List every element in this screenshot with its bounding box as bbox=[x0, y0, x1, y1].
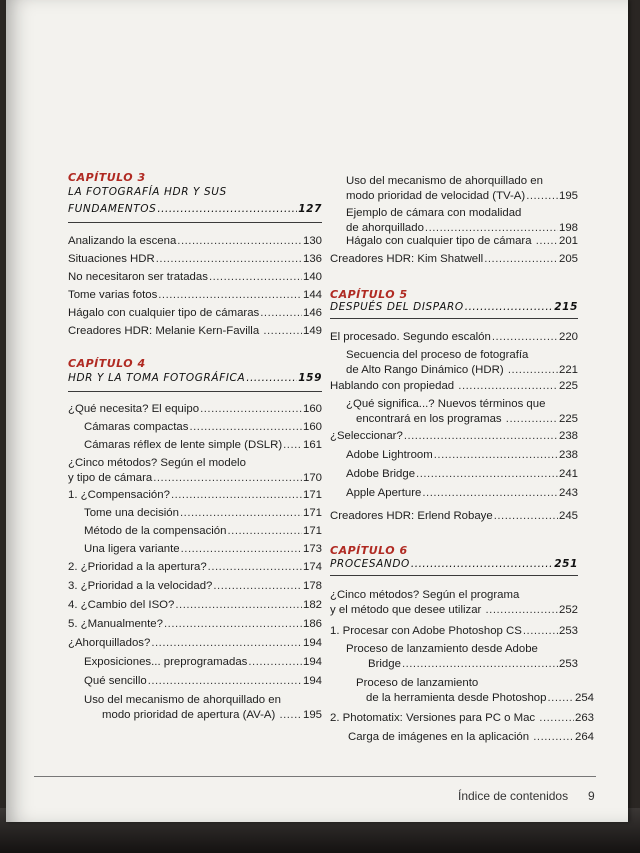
chapter-3-title-line1: LA FOTOGRAFÍA HDR Y SUS bbox=[68, 186, 227, 198]
toc-entry-page: 170 bbox=[302, 472, 322, 484]
toc-entry-text: Apple Aperture bbox=[346, 487, 422, 499]
leader-dots bbox=[213, 579, 302, 594]
toc-entry-page: 171 bbox=[302, 525, 322, 537]
leader-dots bbox=[402, 657, 558, 672]
toc-entry bbox=[68, 288, 322, 303]
leader-dots bbox=[484, 252, 558, 267]
leader-dots bbox=[486, 603, 558, 618]
toc-entry bbox=[68, 488, 322, 503]
leader-dots bbox=[465, 299, 554, 316]
toc-entry-page: 174 bbox=[302, 561, 322, 573]
leader-dots bbox=[422, 486, 558, 501]
toc-entry-text: 1. ¿Compensación? bbox=[68, 489, 170, 501]
leader-dots bbox=[175, 598, 302, 613]
toc-entry-text: de ahorquillado bbox=[346, 222, 424, 234]
toc-entry-page: 220 bbox=[558, 331, 578, 343]
toc-entry bbox=[346, 174, 578, 204]
leader-dots bbox=[156, 252, 302, 267]
toc-entry bbox=[330, 252, 578, 267]
toc-entry-page: 253 bbox=[558, 625, 578, 637]
toc-entry bbox=[346, 467, 578, 482]
toc-entry-text: Hablando con propiedad bbox=[330, 380, 458, 392]
toc-entry bbox=[330, 330, 578, 345]
toc-entry bbox=[346, 348, 578, 378]
leader-dots bbox=[434, 448, 558, 463]
toc-entry bbox=[346, 234, 578, 249]
leader-dots bbox=[157, 201, 297, 218]
toc-entry-page: 205 bbox=[558, 253, 578, 265]
footer-section-label: Índice de contenidos bbox=[458, 789, 569, 803]
toc-entry-page: 160 bbox=[302, 403, 322, 415]
toc-entry-text: Cámaras réflex de lente simple (DSLR) bbox=[84, 439, 283, 451]
toc-entry bbox=[68, 402, 322, 417]
toc-entry bbox=[68, 617, 322, 632]
toc-entry-page: 253 bbox=[558, 658, 578, 670]
toc-entry-page: 146 bbox=[302, 307, 322, 319]
toc-entry bbox=[330, 624, 578, 639]
toc-entry-line1: Proceso de lanzamiento bbox=[356, 677, 479, 689]
toc-entry-line1: ¿Cinco métodos? Según el programa bbox=[330, 589, 520, 601]
leader-dots bbox=[539, 711, 574, 726]
toc-entry-line1: ¿Cinco métodos? Según el modelo bbox=[68, 457, 246, 469]
chapter-5-divider bbox=[330, 318, 578, 319]
toc-entry-text: y el método que desee utilizar bbox=[330, 604, 485, 616]
leader-dots bbox=[248, 655, 302, 670]
toc-entry bbox=[346, 206, 578, 236]
toc-entry-page: 160 bbox=[302, 421, 322, 433]
toc-entry bbox=[330, 429, 578, 444]
toc-entry-page: 225 bbox=[558, 413, 578, 425]
toc-entry-text: Adobe Bridge bbox=[346, 468, 416, 480]
leader-dots bbox=[508, 363, 558, 378]
toc-entry-line1: Uso del mecanismo de ahorquillado en bbox=[84, 694, 281, 706]
toc-entry-line1: Ejemplo de cámara con modalidad bbox=[346, 207, 522, 219]
toc-entry-page: 195 bbox=[302, 709, 322, 721]
toc-entry-page: 161 bbox=[302, 439, 322, 451]
leader-dots bbox=[158, 288, 302, 303]
toc-entry bbox=[330, 711, 594, 726]
leader-dots bbox=[283, 438, 302, 453]
toc-entry-page: 171 bbox=[302, 489, 322, 501]
toc-entry bbox=[346, 642, 578, 672]
toc-entry-page: 198 bbox=[558, 222, 578, 234]
toc-entry-page: 225 bbox=[558, 380, 578, 392]
leader-dots bbox=[279, 708, 302, 723]
leader-dots bbox=[458, 379, 558, 394]
toc-entry-page: 195 bbox=[558, 190, 578, 202]
toc-entry-text: de la herramienta desde Photoshop bbox=[366, 692, 547, 704]
toc-entry bbox=[68, 252, 322, 267]
toc-entry-text: Exposiciones... preprogramadas bbox=[84, 656, 248, 668]
book-page bbox=[6, 0, 628, 822]
toc-entry-page: 263 bbox=[574, 712, 594, 724]
chapter-4-page: 159 bbox=[298, 372, 322, 384]
chapter-3-label: CAPÍTULO 3 bbox=[68, 171, 146, 184]
leader-dots bbox=[171, 488, 302, 503]
toc-entry bbox=[68, 579, 322, 594]
toc-entry-text: 2. ¿Prioridad a la apertura? bbox=[68, 561, 207, 573]
toc-entry-page: 130 bbox=[302, 235, 322, 247]
toc-entry-page: 173 bbox=[302, 543, 322, 555]
toc-entry-page: 238 bbox=[558, 430, 578, 442]
toc-entry-page: 182 bbox=[302, 599, 322, 611]
toc-entry bbox=[348, 730, 594, 745]
leader-dots bbox=[208, 560, 302, 575]
toc-entry bbox=[346, 448, 578, 463]
toc-entry bbox=[84, 438, 322, 453]
leader-dots bbox=[181, 542, 302, 557]
chapter-5-title bbox=[330, 299, 578, 316]
chapter-5-title-text: DESPUÉS DEL DISPARO bbox=[330, 301, 464, 313]
leader-dots bbox=[164, 617, 302, 632]
toc-entry-text: 1. Procesar con Adobe Photoshop CS bbox=[330, 625, 522, 637]
footer-divider bbox=[34, 776, 596, 777]
leader-dots bbox=[533, 730, 574, 745]
leader-dots bbox=[523, 624, 558, 639]
toc-entry-text: Tome una decisión bbox=[84, 507, 179, 519]
leader-dots bbox=[227, 524, 302, 539]
toc-entry bbox=[84, 542, 322, 557]
toc-entry-line1: ¿Qué significa...? Nuevos términos que bbox=[346, 398, 546, 410]
toc-entry-text: Adobe Lightroom bbox=[346, 449, 433, 461]
toc-entry-text: ¿Seleccionar? bbox=[330, 430, 403, 442]
leader-dots bbox=[411, 556, 553, 573]
toc-entry bbox=[68, 270, 322, 285]
chapter-4-title-text: HDR Y LA TOMA FOTOGRÁFICA bbox=[68, 372, 246, 384]
toc-entry bbox=[84, 524, 322, 539]
toc-entry-page: 245 bbox=[558, 510, 578, 522]
leader-dots bbox=[209, 270, 302, 285]
toc-entry bbox=[84, 655, 322, 670]
toc-entry-text: encontrará en los programas bbox=[356, 413, 505, 425]
toc-entry-text: modo prioridad de velocidad (TV-A) bbox=[346, 190, 526, 202]
toc-entry-text: Creadores HDR: Melanie Kern-Favilla bbox=[68, 325, 263, 337]
chapter-4-title bbox=[68, 370, 322, 387]
toc-entry bbox=[346, 486, 578, 501]
chapter-3-page: 127 bbox=[298, 203, 322, 215]
leader-dots bbox=[200, 402, 302, 417]
toc-entry bbox=[84, 420, 322, 435]
leader-dots bbox=[151, 636, 302, 651]
toc-entry-text: 4. ¿Cambio del ISO? bbox=[68, 599, 175, 611]
chapter-6-label: CAPÍTULO 6 bbox=[330, 544, 408, 557]
leader-dots bbox=[263, 324, 302, 339]
toc-entry bbox=[346, 397, 578, 427]
toc-entry-page: 194 bbox=[302, 656, 322, 668]
toc-entry-page: 264 bbox=[574, 731, 594, 743]
toc-entry-text: Una ligera variante bbox=[84, 543, 180, 555]
leader-dots bbox=[189, 420, 302, 435]
toc-entry-line1: Proceso de lanzamiento desde Adobe bbox=[346, 643, 538, 655]
toc-entry bbox=[68, 234, 322, 249]
toc-entry-text: y tipo de cámara bbox=[68, 472, 153, 484]
toc-entry bbox=[68, 456, 322, 486]
leader-dots bbox=[260, 306, 302, 321]
toc-entry-page: 221 bbox=[558, 364, 578, 376]
toc-entry-line1: Uso del mecanismo de ahorquillado en bbox=[346, 175, 543, 187]
toc-entry-page: 238 bbox=[558, 449, 578, 461]
toc-entry bbox=[68, 636, 322, 651]
leader-dots bbox=[153, 471, 302, 486]
toc-entry-text: Bridge bbox=[368, 658, 401, 670]
chapter-6-divider bbox=[330, 575, 578, 576]
toc-entry-text: 2. Photomatix: Versiones para PC o Mac bbox=[330, 712, 539, 724]
page-number: 9 bbox=[588, 789, 595, 803]
toc-entry-text: Analizando la escena bbox=[68, 235, 177, 247]
toc-entry-page: 194 bbox=[302, 637, 322, 649]
toc-entry bbox=[68, 306, 322, 321]
toc-entry-text: Hágalo con cualquier tipo de cámaras bbox=[68, 307, 260, 319]
toc-entry-page: 140 bbox=[302, 271, 322, 283]
toc-entry bbox=[330, 588, 578, 618]
chapter-6-title bbox=[330, 556, 578, 573]
toc-entry-text: de Alto Rango Dinámico (HDR) bbox=[346, 364, 507, 376]
leader-dots bbox=[547, 691, 574, 706]
toc-entry-text: Cámaras compactas bbox=[84, 421, 189, 433]
toc-entry-page: 194 bbox=[302, 675, 322, 687]
toc-entry-page: 171 bbox=[302, 507, 322, 519]
toc-entry-page: 186 bbox=[302, 618, 322, 630]
toc-entry-text: ¿Qué necesita? El equipo bbox=[68, 403, 200, 415]
toc-entry-text: Carga de imágenes en la aplicación bbox=[348, 731, 533, 743]
toc-entry-text: Tome varias fotos bbox=[68, 289, 158, 301]
chapter-5-page: 215 bbox=[554, 301, 578, 313]
toc-entry bbox=[330, 509, 578, 524]
toc-entry-page: 178 bbox=[302, 580, 322, 592]
chapter-6-title-text: PROCESANDO bbox=[330, 558, 410, 570]
leader-dots bbox=[148, 674, 302, 689]
toc-entry-text: modo prioridad de apertura (AV-A) bbox=[102, 709, 279, 721]
chapter-3-divider bbox=[68, 222, 322, 223]
leader-dots bbox=[180, 506, 302, 521]
toc-entry-page: 254 bbox=[574, 692, 594, 704]
toc-entry-text: Qué sencillo bbox=[84, 675, 147, 687]
toc-entry bbox=[68, 598, 322, 613]
toc-entry-text: Situaciones HDR bbox=[68, 253, 155, 265]
toc-entry-text: 5. ¿Manualmente? bbox=[68, 618, 163, 630]
leader-dots bbox=[404, 429, 558, 444]
chapter-6-page: 251 bbox=[554, 558, 578, 570]
toc-entry-text: Creadores HDR: Kim Shatwell bbox=[330, 253, 484, 265]
leader-dots bbox=[506, 412, 558, 427]
toc-entry-text: El procesado. Segundo escalón bbox=[330, 331, 491, 343]
toc-entry-page: 136 bbox=[302, 253, 322, 265]
toc-entry-line1: Secuencia del proceso de fotografía bbox=[346, 349, 529, 361]
toc-entry-text: ¿Ahorquillados? bbox=[68, 637, 151, 649]
toc-entry-text: 3. ¿Prioridad a la velocidad? bbox=[68, 580, 213, 592]
chapter-4-divider bbox=[68, 391, 322, 392]
toc-entry-page: 252 bbox=[558, 604, 578, 616]
toc-entry bbox=[346, 676, 594, 706]
leader-dots bbox=[492, 330, 558, 345]
toc-entry bbox=[330, 379, 578, 394]
toc-entry bbox=[68, 324, 322, 339]
chapter-5-label: CAPÍTULO 5 bbox=[330, 288, 408, 301]
toc-entry bbox=[84, 693, 322, 723]
toc-entry-page: 241 bbox=[558, 468, 578, 480]
toc-entry-page: 201 bbox=[558, 235, 578, 247]
toc-entry-text: Creadores HDR: Erlend Robaye bbox=[330, 510, 493, 522]
chapter-3-title bbox=[68, 184, 322, 218]
toc-entry bbox=[84, 674, 322, 689]
leader-dots bbox=[526, 189, 558, 204]
toc-entry-page: 149 bbox=[302, 325, 322, 337]
leader-dots bbox=[416, 467, 558, 482]
toc-entry-page: 243 bbox=[558, 487, 578, 499]
chapter-3-title-line2: FUNDAMENTOS bbox=[68, 203, 157, 215]
leader-dots bbox=[536, 234, 558, 249]
toc-entry-text: Hágalo con cualquier tipo de cámara bbox=[346, 235, 535, 247]
leader-dots bbox=[494, 509, 558, 524]
chapter-4-label: CAPÍTULO 4 bbox=[68, 357, 146, 370]
toc-entry-page: 144 bbox=[302, 289, 322, 301]
toc-entry-text: No necesitaron ser tratadas bbox=[68, 271, 208, 283]
toc-entry-text: Método de la compensación bbox=[84, 525, 227, 537]
toc-entry bbox=[68, 560, 322, 575]
leader-dots bbox=[177, 234, 302, 249]
leader-dots bbox=[246, 370, 297, 387]
toc-entry bbox=[84, 506, 322, 521]
